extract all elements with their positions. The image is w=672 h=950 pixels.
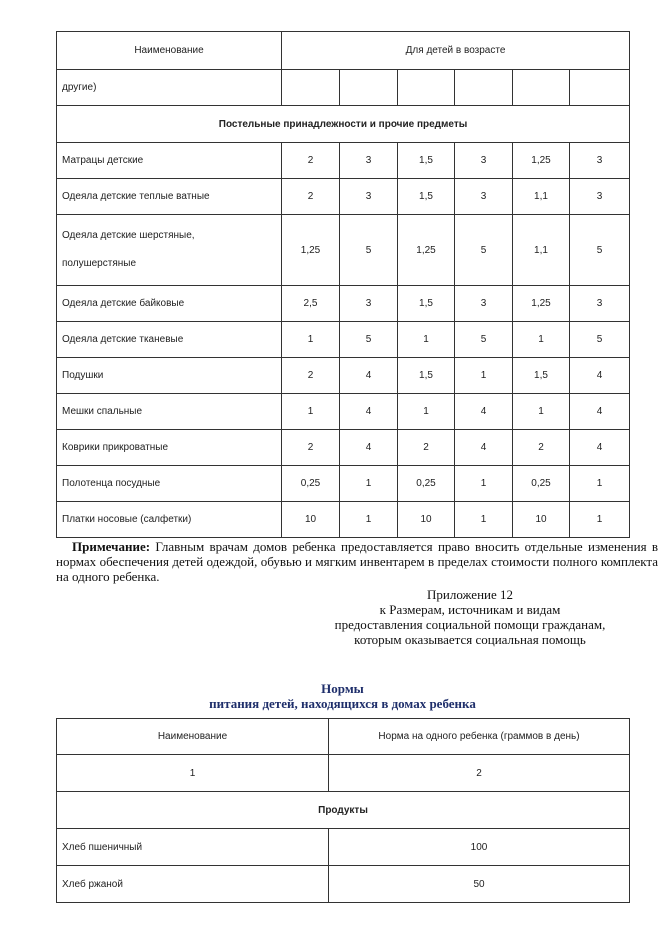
value-cell: 1 [455, 466, 513, 502]
value-cell: 4 [570, 358, 630, 394]
value-cell: 3 [340, 143, 398, 179]
item-name-line2: полушерстяные [62, 258, 137, 269]
appendix-line: Приложение 12 [426, 587, 514, 602]
appendix-heading [300, 587, 640, 647]
item-name: Подушки [57, 358, 282, 394]
item-name-line1: Одеяла детские шерстяные, [62, 230, 195, 241]
table-row [57, 502, 630, 538]
value-cell: 1,25 [282, 215, 340, 286]
bedding-norms-table [56, 31, 630, 538]
value-cell: 2 [282, 358, 340, 394]
value-cell: 4 [570, 394, 630, 430]
value-cell: 2,5 [282, 286, 340, 322]
value-cell: 4 [340, 358, 398, 394]
norms-subtitle: питания детей, находящихся в домах ребенка [209, 696, 476, 711]
value-cell: 100 [329, 829, 630, 866]
value-cell: 2 [282, 430, 340, 466]
table-row [57, 430, 630, 466]
value-cell: 1,1 [513, 179, 570, 215]
table-row [57, 286, 630, 322]
value-cell: 3 [455, 143, 513, 179]
value-cell: 5 [455, 215, 513, 286]
value-cell: 1,5 [398, 143, 455, 179]
value-cell: 0,25 [282, 466, 340, 502]
value-cell: 1,5 [398, 358, 455, 394]
item-name: Одеяла детские теплые ватные [57, 179, 282, 215]
value-cell: 3 [570, 286, 630, 322]
value-cell: 1 [282, 394, 340, 430]
value-cell: 1 [513, 394, 570, 430]
value-cell: 3 [340, 179, 398, 215]
value-cell: 3 [455, 286, 513, 322]
value-cell: 4 [340, 394, 398, 430]
value-cell: 4 [340, 430, 398, 466]
value-cell: 5 [340, 322, 398, 358]
column-number: 2 [329, 755, 630, 792]
table-header-row [57, 32, 630, 70]
value-cell: 50 [329, 866, 630, 903]
item-name: Полотенца посудные [57, 466, 282, 502]
value-cell: 10 [398, 502, 455, 538]
continuation-row [57, 70, 630, 106]
table-row [57, 358, 630, 394]
item-name: Одеяла детские байковые [57, 286, 282, 322]
value-cell: 1,5 [398, 179, 455, 215]
table-row [57, 466, 630, 502]
empty-cell [570, 70, 630, 106]
header-age: Для детей в возрасте [282, 32, 630, 70]
item-name: Хлеб пшеничный [57, 829, 329, 866]
empty-cell [340, 70, 398, 106]
item-name: Платки носовые (салфетки) [57, 502, 282, 538]
empty-cell [398, 70, 455, 106]
item-name: Матрацы детские [57, 143, 282, 179]
value-cell: 0,25 [513, 466, 570, 502]
value-cell: 1 [570, 502, 630, 538]
table-row [57, 179, 630, 215]
table-row [57, 866, 630, 903]
value-cell: 2 [398, 430, 455, 466]
norms-title: Нормы [321, 681, 364, 696]
section-row [57, 792, 630, 829]
value-cell: 1,25 [398, 215, 455, 286]
value-cell: 3 [455, 179, 513, 215]
table-row [57, 394, 630, 430]
value-cell: 2 [513, 430, 570, 466]
table-row [57, 829, 630, 866]
empty-cell [455, 70, 513, 106]
value-cell: 1 [340, 466, 398, 502]
value-cell: 10 [282, 502, 340, 538]
value-cell: 0,25 [398, 466, 455, 502]
section-title: Постельные принадлежности и прочие предметы [57, 106, 630, 143]
value-cell: 1 [513, 322, 570, 358]
value-cell: 1 [455, 502, 513, 538]
value-cell: 5 [340, 215, 398, 286]
footnote [56, 539, 658, 584]
value-cell: 4 [570, 430, 630, 466]
value-cell: 5 [570, 215, 630, 286]
empty-cell [282, 70, 340, 106]
value-cell: 1,25 [513, 286, 570, 322]
value-cell: 5 [570, 322, 630, 358]
table-row [57, 322, 630, 358]
item-name: Одеяла детские тканевые [57, 322, 282, 358]
value-cell: 3 [340, 286, 398, 322]
value-cell: 1,25 [513, 143, 570, 179]
value-cell: 1 [570, 466, 630, 502]
value-cell: 3 [570, 143, 630, 179]
column-number-row [57, 755, 630, 792]
table-header-row [57, 719, 630, 755]
appendix-line: которым оказывается социальная помощь [354, 632, 586, 647]
item-name: Хлеб ржаной [57, 866, 329, 903]
value-cell: 1,1 [513, 215, 570, 286]
table-row [57, 215, 630, 286]
value-cell: 1 [455, 358, 513, 394]
footnote-text: Главным врачам домов ребенка предоставляется право вносить отдельные изменения в нормах обеспечения детей одеждой, обувью и мягким инвентарем в пределах стоимости полного комплекта на одного ребенка. [56, 539, 658, 584]
value-cell: 5 [455, 322, 513, 358]
continuation-label: другие) [57, 70, 282, 106]
table-row [57, 143, 630, 179]
value-cell: 1 [398, 322, 455, 358]
section-title: Продукты [57, 792, 630, 829]
item-name: Мешки спальные [57, 394, 282, 430]
value-cell: 10 [513, 502, 570, 538]
appendix-line: предоставления социальной помощи гражданам, [334, 617, 606, 632]
empty-cell [513, 70, 570, 106]
item-name [57, 215, 282, 286]
value-cell: 3 [570, 179, 630, 215]
value-cell: 4 [455, 430, 513, 466]
section-row [57, 106, 630, 143]
column-number: 1 [57, 755, 329, 792]
header-name: Наименование [57, 32, 282, 70]
value-cell: 1 [398, 394, 455, 430]
value-cell: 1 [282, 322, 340, 358]
header-name: Наименование [57, 719, 329, 755]
footnote-paragraph [56, 539, 658, 584]
header-norm: Норма на одного ребенка (граммов в день) [329, 719, 630, 755]
value-cell: 1 [340, 502, 398, 538]
item-name: Коврики прикроватные [57, 430, 282, 466]
value-cell: 4 [455, 394, 513, 430]
value-cell: 1,5 [513, 358, 570, 394]
value-cell: 2 [282, 179, 340, 215]
value-cell: 1,5 [398, 286, 455, 322]
footnote-label: Примечание: [72, 539, 151, 554]
appendix-line: к Размерам, источникам и видам [379, 602, 561, 617]
value-cell: 2 [282, 143, 340, 179]
nutrition-norms-table [56, 718, 630, 903]
